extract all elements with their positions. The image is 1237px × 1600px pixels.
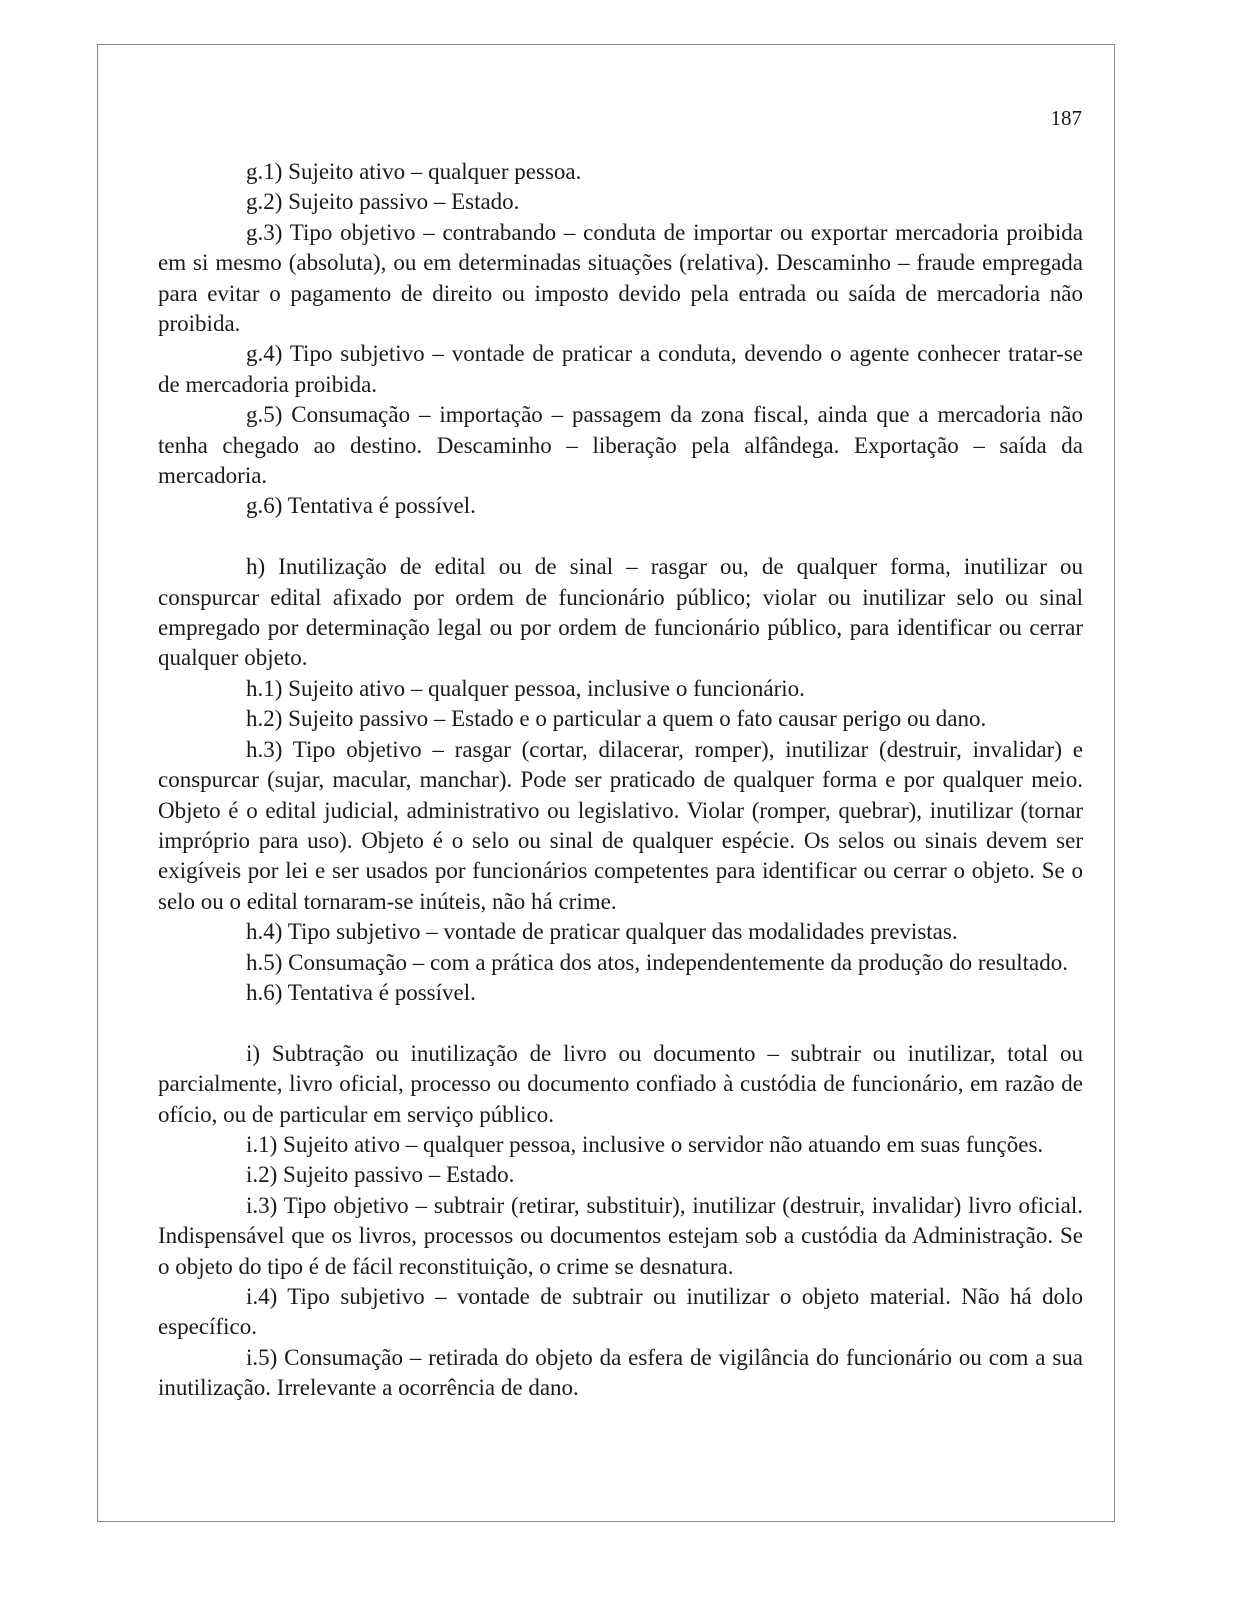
paragraph-i4: i.4) Tipo subjetivo – vontade de subtrair ou inutilizar o objeto material. Não há dolo específico. [158, 1284, 1083, 1340]
paragraph-i3: i.3) Tipo objetivo – subtrair (retirar, substituir), inutilizar (destruir, invalidar) livro oficial. Indispensável que os livros, processos ou documentos estejam sob a custódia da Administração. Se o objeto do tipo é de fácil reconstituição, o crime se desnatura. [158, 1192, 1083, 1279]
paragraph-i-heading: i) Subtração ou inutilização de livro ou documento – subtrair ou inutilizar, total ou parcialmente, livro oficial, processo ou documento confiado à custódia de funcionário, em razão de ofício, ou de particular em serviço público. [158, 1040, 1083, 1127]
document-body [158, 157, 1083, 1404]
section-gap [158, 1008, 1083, 1038]
page-number: 187 [1050, 106, 1082, 130]
paragraph-g6: g.6) Tentativa é possível. [246, 493, 476, 519]
paragraph-g3: g.3) Tipo objetivo – contrabando – conduta de importar ou exportar mercadoria proibida em si mesmo (absoluta), ou em determinadas situações (relativa). Descaminho – fraude empregada para evitar o pagamento de direito ou imposto devido pela entrada ou saída de mercadoria não proibida. [158, 219, 1083, 337]
paragraph-g2: g.2) Sujeito passivo – Estado. [246, 189, 520, 215]
paragraph-h-heading: h) Inutilização de edital ou de sinal – rasgar ou, de qualquer forma, inutilizar ou conspurcar edital afixado por ordem de funcionário público; violar ou inutilizar selo ou sinal empregado por determinação legal ou por ordem de funcionário público, para identificar ou cerrar qualquer objeto. [158, 554, 1083, 671]
paragraph-h2: h.2) Sujeito passivo – Estado e o particular a quem o fato causar perigo ou dano. [246, 706, 987, 732]
paragraph-i5: i.5) Consumação – retirada do objeto da esfera de vigilância do funcionário ou com a sua inutilização. Irrelevante a ocorrência de dano. [158, 1344, 1083, 1401]
paragraph-i2: i.2) Sujeito passivo – Estado. [246, 1162, 515, 1188]
paragraph-h4: h.4) Tipo subjetivo – vontade de praticar qualquer das modalidades previstas. [246, 919, 958, 945]
paragraph-h1: h.1) Sujeito ativo – qualquer pessoa, inclusive o funcionário. [246, 675, 805, 701]
paragraph-h3: h.3) Tipo objetivo – rasgar (cortar, dilacerar, romper), inutilizar (destruir, invalidar) e conspurcar (sujar, macular, manchar). Pode ser praticado de qualquer forma e por qualquer meio. Objeto é o edital judicial, administrativo ou legislativo. Violar (romper, quebrar), inutilizar (tornar impróprio para uso). Objeto é o selo ou sinal de qualquer espécie. Os selos ou sinais devem ser exigíveis por lei e ser usados por funcionários competentes para identificar ou cerrar o objeto. Se o selo ou o edital tornaram-se inúteis, não há crime. [158, 736, 1083, 914]
paragraph-i1: i.1) Sujeito ativo – qualquer pessoa, inclusive o servidor não atuando em suas funções. [246, 1131, 1044, 1157]
section-gap [158, 522, 1083, 552]
paragraph-h6: h.6) Tentativa é possível. [246, 979, 476, 1005]
paragraph-g1: g.1) Sujeito ativo – qualquer pessoa. [246, 159, 582, 184]
paragraph-h5: h.5) Consumação – com a prática dos atos, independentemente da produção do resultado. [246, 949, 1068, 975]
paragraph-g5: g.5) Consumação – importação – passagem da zona fiscal, ainda que a mercadoria não tenha chegado ao destino. Descaminho – liberação pela alfândega. Exportação – saída da mercadoria. [158, 402, 1083, 489]
paragraph-g4: g.4) Tipo subjetivo – vontade de praticar a conduta, devendo o agente conhecer tratar-se de mercadoria proibida. [158, 341, 1083, 397]
